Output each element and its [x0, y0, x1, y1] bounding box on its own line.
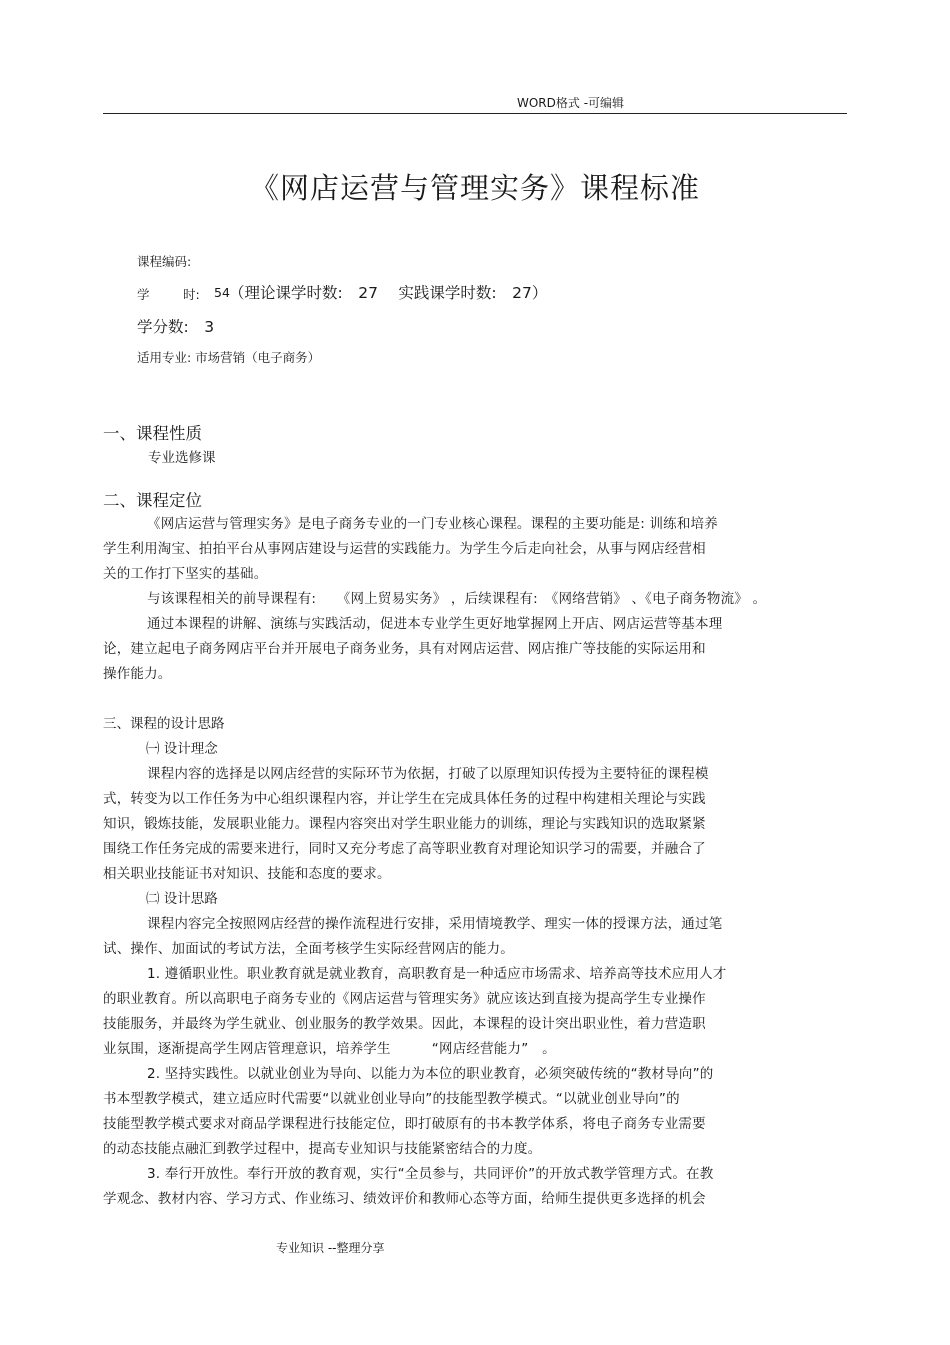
section3-line: 的动态技能点融汇到教学过程中，提高专业知识与技能紧密结合的力度。: [103, 1141, 542, 1157]
header-divider: [103, 113, 847, 114]
course-code-label: 课程编码:: [137, 254, 192, 269]
section3-line: 3. 奉行开放性。奉行开放的教育观，实行“全员参与，共同评价”的开放式教学管理方式。在教: [147, 1166, 714, 1182]
section1-text: 专业选修课: [148, 450, 216, 466]
section3-line: 1. 遵循职业性。职业教育就是就业教育，高职教育是一种适应市场需求、培养高等技术应用人才: [147, 966, 727, 982]
section2-line: 论，建立起电子商务网店平台并开展电子商务业务，具有对网店运营、网店推广等技能的实际运用和: [103, 641, 706, 657]
page-header-text: WORD格式 -可编辑: [517, 96, 625, 110]
section3-line: 技能型教学模式要求对商品学课程进行技能定位，即打破原有的书本教学体系，将电子商务专业需要: [103, 1116, 706, 1132]
section3-heading: 三、课程的设计思路: [103, 716, 225, 732]
section3-line: 知识，锻炼技能，发展职业能力。课程内容突出对学生职业能力的训练，理论与实践知识的选取紧紧: [103, 816, 706, 832]
page-footer-text: 专业知识 --整理分享: [276, 1241, 385, 1255]
section1-heading: 一、课程性质: [103, 424, 202, 443]
section3-line: 课程内容完全按照网店经营的操作流程进行安排，采用情境教学、理实一体的授课方法，通过笔: [147, 916, 723, 932]
document-title: 《网店运营与管理实务》课程标准: [249, 171, 700, 205]
section3-line: 的职业教育。所以高职电子商务专业的《网店运营与管理实务》就应该达到直接为提高学生专业操作: [103, 991, 706, 1007]
section2-line: 通过本课程的讲解、演练与实践活动，促进本专业学生更好地掌握网上开店、网店运营等基本理: [147, 616, 723, 632]
section3-line: 2. 坚持实践性。以就业创业为导向、以能力为本位的职业教育，必须突破传统的“教材导向”的: [147, 1066, 714, 1082]
applicable-major: 适用专业: 市场营销（电子商务）: [137, 350, 321, 365]
section3-line: 课程内容的选择是以网店经营的实际环节为依据，打破了以原理知识传授为主要特征的课程模: [147, 766, 709, 782]
hours-label-1: 学: [137, 287, 150, 302]
section2-line: 学生利用淘宝、拍拍平台从事网店建设与运营的实践能力。为学生今后走向社会，从事与网店经营相: [103, 541, 706, 557]
section2-line: 操作能力。: [103, 666, 172, 682]
section3-subheading-2: ㈡ 设计思路: [146, 891, 218, 907]
credits-line: 学分数: 3: [137, 318, 215, 336]
section2-line: 与该课程相关的前导课程有: 《网上贸易实务》 ，后续课程有: 《网络营销》 、《电子商务物流》 。: [147, 591, 767, 607]
section3-line: 相关职业技能证书对知识、技能和态度的要求。: [103, 866, 391, 882]
section3-line: 围绕工作任务完成的需要来进行，同时又充分考虑了高等职业教育对理论知识学习的需要，并融合了: [103, 841, 706, 857]
section2-line: 《网店运营与管理实务》是电子商务专业的一门专业核心课程。课程的主要功能是: 训练和培养: [147, 516, 718, 532]
section3-line: 技能服务，并最终为学生就业、创业服务的教学效果。因此，本课程的设计突出职业性，着力营造职: [103, 1016, 706, 1032]
section3-subheading-1: ㈠ 设计理念: [146, 741, 218, 757]
hours-detail: （理论课学时数: 27 实践课学时数: 27）: [229, 284, 548, 302]
section3-line: 学观念、教材内容、学习方式、作业练习、绩效评价和教师心态等方面，给师生提供更多选择的机会: [103, 1191, 706, 1207]
section3-line: 书本型教学模式，建立适应时代需要“以就业创业导向”的技能型教学模式。“以就业创业导向”的: [103, 1091, 680, 1107]
section3-line: 式，转变为以工作任务为中心组织课程内容，并让学生在完成具体任务的过程中构建相关理论与实践: [103, 791, 706, 807]
section2-heading: 二、课程定位: [103, 491, 202, 510]
section3-line: 业氛围，逐渐提高学生网店管理意识，培养学生 “网店经营能力” 。: [103, 1041, 556, 1057]
hours-label-2: 时:: [183, 287, 200, 302]
section2-line: 关的工作打下坚实的基础。: [103, 566, 268, 582]
hours-value: 54: [214, 285, 230, 300]
section3-line: 试、操作、加面试的考试方法，全面考核学生实际经营网店的能力。: [103, 941, 514, 957]
